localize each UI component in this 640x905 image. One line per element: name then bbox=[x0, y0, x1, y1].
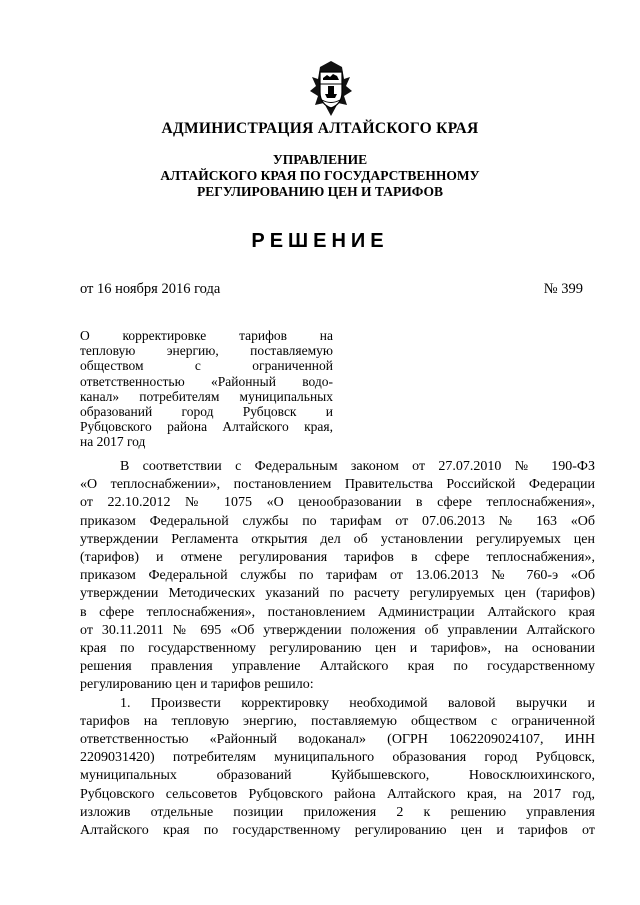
body-line: (тарифов) и отмене регулирования тарифов в сфере теплоснабжения», bbox=[80, 550, 595, 566]
body-line: от 22.10.2012 № 1075 «О ценообразовании в сфере теплоснабжения», bbox=[80, 495, 595, 511]
body-line: В соответствии с Федеральным законом от 27.07.2010 № 190-ФЗ bbox=[120, 459, 595, 474]
body-line: тарифов на тепловую энергию, поставляемую обществом с ограниченной bbox=[80, 713, 595, 729]
body-line: края по государственному регулированию цен и тарифов», на основании bbox=[80, 641, 595, 657]
decision-body bbox=[80, 458, 595, 840]
subject-line: Рубцовского района Алтайского края, bbox=[80, 419, 333, 435]
body-line: приказом Федеральной службы по тарифам от 13.06.2013 № 760-э «Об bbox=[80, 568, 595, 584]
subject-line: на 2017 год bbox=[80, 434, 146, 450]
body-line: регулированию цен и тарифов решило: bbox=[80, 677, 314, 693]
body-line: в сфере теплоснабжения», постановлением Администрации Алтайского края bbox=[80, 604, 595, 620]
document-type-heading: РЕШЕНИЕ bbox=[251, 230, 389, 252]
coat-of-arms-icon bbox=[300, 58, 362, 120]
body-line: изложив отдельные позиции приложения 2 к решению управления bbox=[80, 804, 595, 820]
subject-line: канал» потребителям муниципальных bbox=[80, 388, 333, 404]
document-date: от 16 ноября 2016 года bbox=[80, 281, 221, 297]
body-line: приказом Федеральной службы по тарифам от 07.06.2013 № 163 «Об bbox=[80, 513, 595, 529]
subject-line: образований город Рубцовск и bbox=[80, 404, 333, 420]
document-number: № 399 bbox=[543, 281, 583, 297]
body-line: решения правления управление Алтайского края по государственному bbox=[80, 659, 595, 675]
department-line: УПРАВЛЕНИЕ bbox=[272, 152, 368, 167]
subject-line: О корректировке тарифов на bbox=[80, 328, 333, 343]
organization-title: АДМИНИСТРАЦИЯ АЛТАЙСКОГО КРАЯ bbox=[161, 120, 479, 137]
body-line: от 30.11.2011 № 695 «Об утверждении положения об управлении Алтайского bbox=[80, 622, 595, 638]
body-line: Рубцовского сельсоветов Рубцовского района Алтайского края, на 2017 год, bbox=[80, 786, 595, 802]
body-line: 2209031420) потребителям муниципального образования город Рубцовск, bbox=[80, 750, 595, 766]
body-line: 1. Произвести корректировку необходимой валовой выручки и bbox=[120, 695, 595, 711]
body-line: утверждении Методических указаний по расчету регулируемых цен (тарифов) bbox=[80, 586, 595, 602]
body-line: муниципальных образований Куйбышевского, Новосклюихинского, bbox=[80, 768, 595, 784]
decision-subject bbox=[80, 328, 333, 450]
department-line: РЕГУЛИРОВАНИЮ ЦЕН И ТАРИФОВ bbox=[196, 184, 444, 199]
subject-line: тепловую энергию, поставляемую bbox=[80, 343, 333, 359]
body-line: Алтайского края по государственному регулированию цен и тарифов от bbox=[80, 823, 595, 839]
body-line: утверждении Регламента открытия дел об установлении регулируемых цен bbox=[80, 531, 595, 547]
body-line: ответственностью «Районный водоканал» (ОГРН 1062209024107, ИНН bbox=[80, 732, 595, 748]
subject-line: обществом с ограниченной bbox=[80, 358, 333, 374]
subject-line: ответственностью «Районный водо- bbox=[80, 373, 333, 389]
body-line: «О теплоснабжении», постановлением Правительства Российской Федерации bbox=[80, 477, 595, 493]
department-line: АЛТАЙСКОГО КРАЯ ПО ГОСУДАРСТВЕННОМУ bbox=[160, 168, 480, 183]
department-title bbox=[0, 152, 640, 200]
